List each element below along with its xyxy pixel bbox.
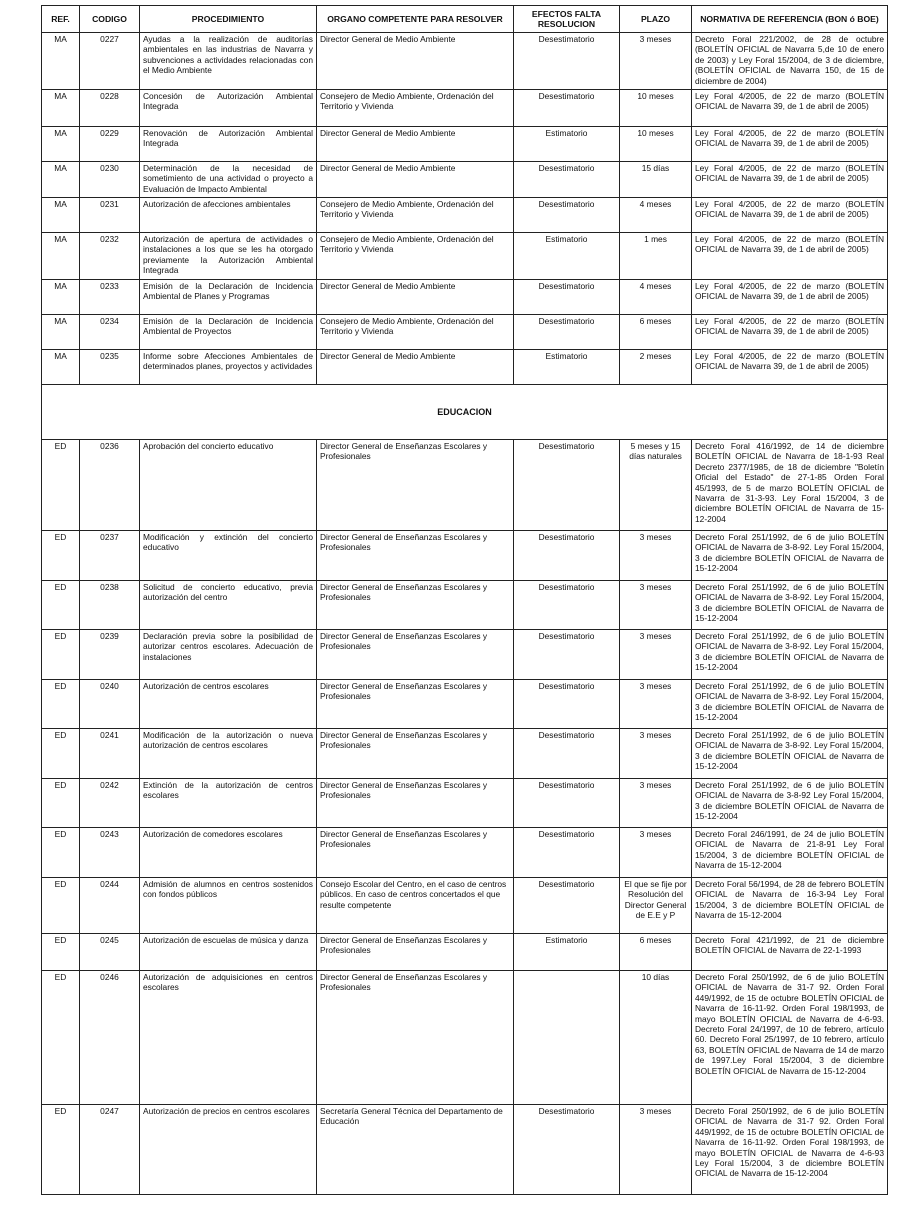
normativa-cell: Ley Foral 4/2005, de 22 de marzo (BOLETÍN OFICIAL de Navarra 39, de 1 de abril de 2005) [692,315,888,350]
header-normativa: NORMATIVA DE REFERENCIA (BON ó BOE) [692,6,888,33]
procedimiento-cell: Autorización de escuelas de música y danza [140,934,317,971]
normativa-cell: Ley Foral 4/2005, de 22 de marzo (BOLETÍN OFICIAL de Navarra 39, de 1 de abril de 2005) [692,90,888,127]
plazo-cell: 4 meses [620,280,692,315]
plazo-cell: El que se fije por Resolución del Director General de E.E y P [620,878,692,934]
normativa-cell: Decreto Foral 421/1992, de 21 de diciembre BOLETÍN OFICIAL de Navarra de 22-1-1993 [692,934,888,971]
procedimiento-cell: Concesión de Autorización Ambiental Integrada [140,90,317,127]
efectos-cell: Estimatorio [514,350,620,385]
document-page [41,5,887,1195]
procedimiento-cell: Emisión de la Declaración de Incidencia Ambiental de Planes y Programas [140,280,317,315]
plazo-cell: 10 meses [620,90,692,127]
ref-cell: ED [42,680,80,729]
plazo-cell: 3 meses [620,33,692,90]
table-row [42,531,888,581]
ref-cell: ED [42,971,80,1105]
codigo-cell: 0241 [80,729,140,779]
table-row [42,90,888,127]
organo-cell: Director General de Medio Ambiente [317,127,514,162]
ref-cell: MA [42,198,80,233]
procedimiento-cell: Declaración previa sobre la posibilidad de autorizar centros escolares. Adecuación de instalaciones [140,630,317,680]
procedimiento-cell: Admisión de alumnos en centros sostenidos con fondos públicos [140,878,317,934]
plazo-cell: 1 mes [620,233,692,280]
procedimiento-cell: Autorización de apertura de actividades o instalaciones a los que se les ha otorgado previamente la Autorización Ambiental Integrada [140,233,317,280]
ref-cell: MA [42,33,80,90]
efectos-cell: Desestimatorio [514,1105,620,1195]
normativa-cell: Decreto Foral 251/1992, de 6 de julio BOLETÍN OFICIAL de Navarra de 3-8-92. Ley Foral 15/2004, 3 de diciembre BOLETÍN OFICIAL de Navarra de 15-12-2004 [692,581,888,630]
ref-cell: ED [42,581,80,630]
efectos-cell: Desestimatorio [514,828,620,878]
efectos-cell: Desestimatorio [514,198,620,233]
codigo-cell: 0237 [80,531,140,581]
procedimiento-cell: Solicitud de concierto educativo, previa autorización del centro [140,581,317,630]
efectos-cell: Desestimatorio [514,630,620,680]
ref-cell: ED [42,1105,80,1195]
procedimiento-cell: Extinción de la autorización de centros escolares [140,779,317,828]
plazo-cell: 6 meses [620,934,692,971]
ref-cell: MA [42,280,80,315]
codigo-cell: 0239 [80,630,140,680]
header-codigo: CODIGO [80,6,140,33]
table-row [42,162,888,198]
codigo-cell: 0243 [80,828,140,878]
efectos-cell: Desestimatorio [514,531,620,581]
organo-cell: Consejero de Medio Ambiente, Ordenación del Territorio y Vivienda [317,315,514,350]
plazo-cell: 6 meses [620,315,692,350]
table-row [42,315,888,350]
normativa-cell: Ley Foral 4/2005, de 22 de marzo (BOLETÍN OFICIAL de Navarra 39, de 1 de abril de 2005) [692,233,888,280]
ref-cell: MA [42,127,80,162]
codigo-cell: 0229 [80,127,140,162]
ref-cell: MA [42,233,80,280]
normativa-cell: Decreto Foral 251/1992, de 6 de julio BOLETÍN OFICIAL de Navarra de 3-8-92 Ley Foral 15/2004, 3 de diciembre BOLETÍN OFICIAL de Navarra de 15-12-2004 [692,779,888,828]
table-row [42,33,888,90]
efectos-cell: Desestimatorio [514,779,620,828]
plazo-cell: 3 meses [620,779,692,828]
codigo-cell: 0232 [80,233,140,280]
efectos-cell: Desestimatorio [514,680,620,729]
efectos-cell: Desestimatorio [514,162,620,198]
efectos-cell: Desestimatorio [514,878,620,934]
table-row [42,630,888,680]
ref-cell: MA [42,90,80,127]
codigo-cell: 0231 [80,198,140,233]
efectos-cell: Estimatorio [514,127,620,162]
plazo-cell: 3 meses [620,680,692,729]
organo-cell: Director General de Enseñanzas Escolares y Profesionales [317,440,514,531]
table-row [42,350,888,385]
codigo-cell: 0247 [80,1105,140,1195]
table-row [42,971,888,1105]
normativa-cell: Decreto Foral 251/1992, de 6 de julio BOLETÍN OFICIAL de Navarra de 3-8-92. Ley Foral 15/2004, 3 de diciembre BOLETÍN OFICIAL de Navarra de 15-12-2004 [692,531,888,581]
procedimiento-cell: Modificación y extinción del concierto educativo [140,531,317,581]
codigo-cell: 0245 [80,934,140,971]
normativa-cell: Decreto Foral 416/1992, de 14 de diciembre BOLETÍN OFICIAL de Navarra de 18-1-93 Real Decreto 2377/1985, de 18 de diciembre "Boletín Oficial del Estado" de 27-1-85 Orden Foral 45/1993, de 5 de marzo BOLETÍN OFICIAL de Navarra de 31-3-93. Ley Foral 15/2004, 3 de diciembre BOLETÍN OFICIAL de Navarra de 15-12-2004 [692,440,888,531]
table-row [42,878,888,934]
organo-cell: Director General de Enseñanzas Escolares y Profesionales [317,971,514,1105]
ref-cell: ED [42,779,80,828]
table-row [42,828,888,878]
efectos-cell: Estimatorio [514,233,620,280]
efectos-cell: Desestimatorio [514,581,620,630]
procedimiento-cell: Autorización de comedores escolares [140,828,317,878]
codigo-cell: 0242 [80,779,140,828]
plazo-cell: 3 meses [620,630,692,680]
header-ref: REF. [42,6,80,33]
organo-cell: Director General de Enseñanzas Escolares y Profesionales [317,779,514,828]
plazo-cell: 2 meses [620,350,692,385]
section-title: EDUCACION [42,385,888,440]
procedimiento-cell: Autorización de centros escolares [140,680,317,729]
codigo-cell: 0244 [80,878,140,934]
normativa-cell: Ley Foral 4/2005, de 22 de marzo (BOLETÍN OFICIAL de Navarra 39, de 1 de abril de 2005) [692,162,888,198]
procedimiento-cell: Informe sobre Afecciones Ambientales de determinados planes, proyectos y actividades [140,350,317,385]
organo-cell: Director General de Enseñanzas Escolares y Profesionales [317,828,514,878]
procedures-table [41,5,888,1195]
section-education [42,385,888,440]
header-organo: ORGANO COMPETENTE PARA RESOLVER [317,6,514,33]
codigo-cell: 0234 [80,315,140,350]
table-row [42,680,888,729]
header-procedimiento: PROCEDIMIENTO [140,6,317,33]
procedimiento-cell: Emisión de la Declaración de Incidencia Ambiental de Proyectos [140,315,317,350]
ref-cell: ED [42,729,80,779]
plazo-cell: 10 meses [620,127,692,162]
section-ma-rows [42,33,888,385]
organo-cell: Director General de Enseñanzas Escolares y Profesionales [317,630,514,680]
efectos-cell: Desestimatorio [514,729,620,779]
plazo-cell: 4 meses [620,198,692,233]
plazo-cell: 3 meses [620,828,692,878]
efectos-cell: Desestimatorio [514,440,620,531]
codigo-cell: 0236 [80,440,140,531]
ref-cell: ED [42,630,80,680]
plazo-cell: 3 meses [620,729,692,779]
organo-cell: Consejero de Medio Ambiente, Ordenación del Territorio y Vivienda [317,233,514,280]
plazo-cell: 10 días [620,971,692,1105]
organo-cell: Director General de Medio Ambiente [317,280,514,315]
organo-cell: Director General de Enseñanzas Escolares y Profesionales [317,581,514,630]
codigo-cell: 0238 [80,581,140,630]
procedimiento-cell: Aprobación del concierto educativo [140,440,317,531]
normativa-cell: Decreto Foral 251/1992, de 6 de julio BOLETÍN OFICIAL de Navarra de 3-8-92. Ley Foral 15/2004, 3 de diciembre BOLETÍN OFICIAL de Navarra de 15-12-2004 [692,680,888,729]
codigo-cell: 0230 [80,162,140,198]
procedimiento-cell: Autorización de afecciones ambientales [140,198,317,233]
ref-cell: ED [42,440,80,531]
codigo-cell: 0233 [80,280,140,315]
organo-cell: Director General de Enseñanzas Escolares y Profesionales [317,680,514,729]
efectos-cell: Estimatorio [514,934,620,971]
table-row [42,280,888,315]
normativa-cell: Decreto Foral 250/1992, de 6 de julio BOLETÍN OFICIAL de Navarra de 31-7 92. Orden Foral 449/1992, de 15 de octubre BOLETÍN OFICIAL de Navarra de 16-11-92. Orden Foral 198/1993, de mayo BOLETÍN OFICIAL de Navarra de 4-6-93. Decreto Foral 24/1997, de 10 de febrero, artículo 60. Decreto Foral 25/1997, de 10 febrero, artículo 63, BOLETÍN OFICIAL de Navarra de 14 de marzo de 1997.Ley Foral 15/2004, 3 de diciembre BOLETÍN OFICIAL de Navarra de 15-12-2004 [692,971,888,1105]
header-plazo: PLAZO [620,6,692,33]
codigo-cell: 0235 [80,350,140,385]
ref-cell: MA [42,350,80,385]
normativa-cell: Ley Foral 4/2005, de 22 de marzo (BOLETÍN OFICIAL de Navarra 39, de 1 de abril de 2005) [692,127,888,162]
procedimiento-cell: Autorización de adquisiciones en centros escolares [140,971,317,1105]
ref-cell: MA [42,315,80,350]
procedimiento-cell: Modificación de la autorización o nueva autorización de centros escolares [140,729,317,779]
efectos-cell: Desestimatorio [514,33,620,90]
organo-cell: Secretaría General Técnica del Departamento de Educación [317,1105,514,1195]
efectos-cell: Desestimatorio [514,90,620,127]
table-row [42,440,888,531]
organo-cell: Director General de Enseñanzas Escolares y Profesionales [317,729,514,779]
header-efectos: EFECTOS FALTA RESOLUCION [514,6,620,33]
plazo-cell: 3 meses [620,581,692,630]
normativa-cell: Decreto Foral 251/1992, de 6 de julio BOLETÍN OFICIAL de Navarra de 3-8-92. Ley Foral 15/2004, 3 de diciembre BOLETÍN OFICIAL de Navarra de 15-12-2004 [692,729,888,779]
organo-cell: Director General de Medio Ambiente [317,33,514,90]
section-ed-rows [42,440,888,1195]
normativa-cell: Ley Foral 4/2005, de 22 de marzo (BOLETÍN OFICIAL de Navarra 39, de 1 de abril de 2005) [692,198,888,233]
ref-cell: ED [42,531,80,581]
section-header-row [42,385,888,440]
table-row [42,1105,888,1195]
ref-cell: ED [42,878,80,934]
codigo-cell: 0227 [80,33,140,90]
table-row [42,934,888,971]
table-row [42,729,888,779]
organo-cell: Consejero de Medio Ambiente, Ordenación del Territorio y Vivienda [317,90,514,127]
organo-cell: Consejero de Medio Ambiente, Ordenación del Territorio y Vivienda [317,198,514,233]
efectos-cell: Desestimatorio [514,280,620,315]
organo-cell: Director General de Medio Ambiente [317,350,514,385]
procedimiento-cell: Ayudas a la realización de auditorías ambientales en las industrias de Navarra y subvenciones a actividades relacionadas con el Medio Ambiente [140,33,317,90]
normativa-cell: Decreto Foral 246/1991, de 24 de julio BOLETÍN OFICIAL de Navarra de 21-8-91 Ley Foral 15/2004, 3 de diciembre BOLETÍN OFICIAL de Navarra de 15-12-2004 [692,828,888,878]
organo-cell: Consejo Escolar del Centro, en el caso de centros públicos. En caso de centros concertados el que resulte competente [317,878,514,934]
table-row [42,779,888,828]
ref-cell: ED [42,828,80,878]
organo-cell: Director General de Enseñanzas Escolares y Profesionales [317,934,514,971]
organo-cell: Director General de Medio Ambiente [317,162,514,198]
table-row [42,233,888,280]
procedimiento-cell: Renovación de Autorización Ambiental Integrada [140,127,317,162]
organo-cell: Director General de Enseñanzas Escolares y Profesionales [317,531,514,581]
codigo-cell: 0240 [80,680,140,729]
efectos-cell: Desestimatorio [514,315,620,350]
table-row [42,198,888,233]
normativa-cell: Decreto Foral 251/1992, de 6 de julio BOLETÍN OFICIAL de Navarra de 3-8-92. Ley Foral 15/2004, 3 de diciembre BOLETÍN OFICIAL de Navarra de 15-12-2004 [692,630,888,680]
procedimiento-cell: Autorización de precios en centros escolares [140,1105,317,1195]
normativa-cell: Ley Foral 4/2005, de 22 de marzo (BOLETÍN OFICIAL de Navarra 39, de 1 de abril de 2005) [692,350,888,385]
ref-cell: ED [42,934,80,971]
plazo-cell: 5 meses y 15 días naturales [620,440,692,531]
plazo-cell: 3 meses [620,531,692,581]
codigo-cell: 0228 [80,90,140,127]
normativa-cell: Ley Foral 4/2005, de 22 de marzo (BOLETÍN OFICIAL de Navarra 39, de 1 de abril de 2005) [692,280,888,315]
normativa-cell: Decreto Foral 250/1992, de 6 de julio BOLETÍN OFICIAL de Navarra de 31-7 92. Orden Foral 449/1992, de 15 de octubre BOLETÍN OFICIAL de Navarra de 16-11-92. Orden Foral 198/1993, de mayo BOLETÍN OFICIAL de Navarra de 4-6-93 Ley Foral 15/2004, 3 de diciembre BOLETÍN OFICIAL de Navarra de 15-12-2004 [692,1105,888,1195]
normativa-cell: Decreto Foral 56/1994, de 28 de febrero BOLETÍN OFICIAL de Navarra de 16-3-94 Ley Foral 15/2004, 3 de diciembre BOLETÍN OFICIAL de Navarra de 15-12-2004 [692,878,888,934]
procedimiento-cell: Determinación de la necesidad de sometimiento de una actividad o proyecto a Evaluación de Impacto Ambiental [140,162,317,198]
normativa-cell: Decreto Foral 221/2002, de 28 de octubre (BOLETÍN OFICIAL de Navarra 5,de 10 de enero de 2003) y Ley Foral 15/2004, de 3 de diciembre, (BOLETÍN OFICIAL de Navarra 150, de 15 de diciembre de 2004) [692,33,888,90]
table-row [42,127,888,162]
header-row [42,6,888,33]
codigo-cell: 0246 [80,971,140,1105]
plazo-cell: 15 días [620,162,692,198]
plazo-cell: 3 meses [620,1105,692,1195]
table-row [42,581,888,630]
ref-cell: MA [42,162,80,198]
efectos-cell [514,971,620,1105]
